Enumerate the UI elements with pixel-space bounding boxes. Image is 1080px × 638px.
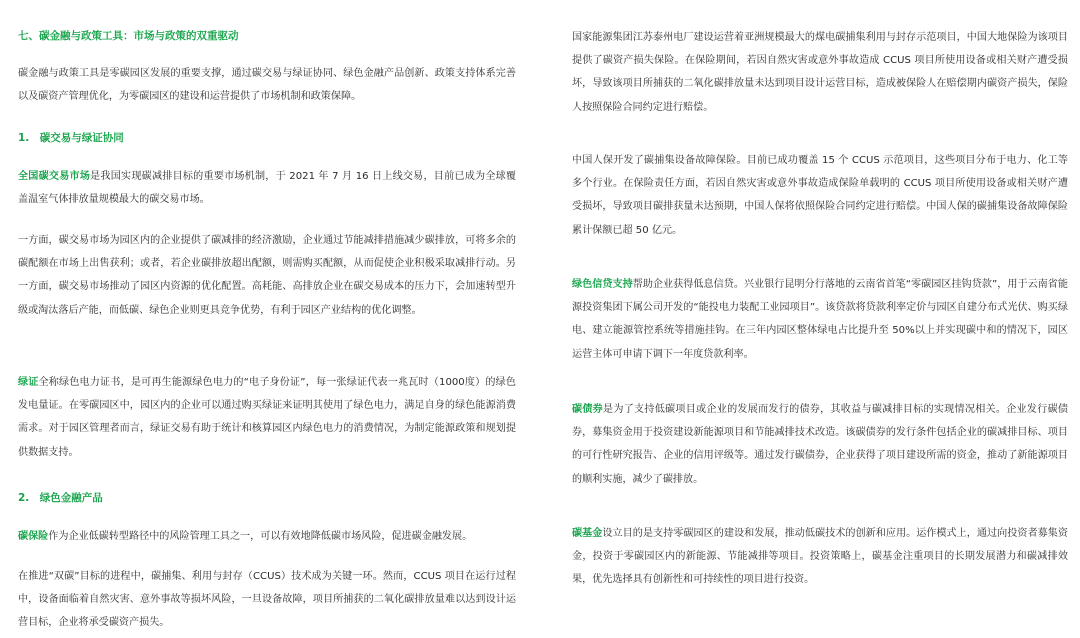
paragraph-green-credit: 绿色信贷支持帮助企业获得低息信贷。兴业银行昆明分行落地的云南省首笔“零碳园区挂钩贷款”，用于云南省能源投资集团下属公司开发的“能投电力装配工业园项目”。该贷款将贷款利率定价与园区自建分布式光伏、购买绿电、建立能源管控系统等措施挂钩。在三年内园区整体绿电占比提升至 50%以上并实现碳中和的情况下，园区运营主体可申请下调下一年度贷款利率。: [572, 279, 1069, 360]
highlight-carbon-market: 全国碳交易市场: [18, 171, 91, 182]
paragraph-carbon-market: 全国碳交易市场是我国实现碳减排目标的重要市场机制，于 2021 年 7 月 16 日上线交易，目前已成为全球覆盖温室气体排放量规模最大的碳交易市场。: [18, 171, 516, 206]
highlight-green-certificate: 绿证: [18, 377, 39, 388]
highlight-carbon-fund: 碳基金: [572, 528, 603, 539]
paragraph-taizhou-project: 国家能源集团江苏泰州电厂建设运营着亚洲规模最大的煤电碳捕集利用与封存示范项目，中国大地保险为该项目提供了碳资产损失保险。在保险期间，若因自然灾害或意外事故造成 CCUS 项目所使用设备或相关财产遭受损坏，导致该项目所捕获的二氧化碳排放量未达到项目设计运营目标，造成被保险人在赔偿期内碳资产损失，保险人按照保险合同约定进行赔偿。: [572, 32, 1068, 113]
paragraph-market-effect: 一方面，碳交易市场为园区内的企业提供了碳减排的经济激励，企业通过节能减排措施减少碳排放，可将多余的碳配额在市场上出售获利；或者，若企业碳排放超出配额，则需购买配额，从而促使企业积极采取减排行动。另一方面，碳交易市场推动了园区内资源的优化配置。高耗能、高排放企业在碳交易成本的压力下，会加速转型升级或淘汰落后产能，而低碳、绿色企业则更具竞争优势，有利于园区产业结构的优化调整。: [18, 235, 516, 316]
subsection-title-green-finance: 2. 绿色金融产品: [18, 492, 103, 504]
paragraph-green-certificate: 绿证全称绿色电力证书，是可再生能源绿色电力的“电子身份证”，每一张绿证代表一兆瓦时（1000度）的绿色发电量证。在零碳园区中，园区内的企业可以通过购买绿证来证明其使用了绿色电力，满足自身的绿色能源消费需求。对于园区管理者而言，绿证交易有助于统计和核算园区内绿色电力的消费情况，为制定能源政策和规划提供数据支持。: [18, 377, 516, 458]
paragraph-carbon-bond: 碳债券是为了支持低碳项目或企业的发展而发行的债券，其收益与碳减排目标的实现情况相关。企业发行碳债券，募集资金用于投资建设新能源项目和节能减排技术改造。该碳债券的发行条件包括企业的碳减排目标、项目的可行性研究报告、企业的信用评级等。通过发行碳债券，企业获得了项目建设所需的资金，推动了新能源项目的顺利实施，减少了碳排放。: [572, 404, 1068, 485]
subsection-title-carbon-trading: 1. 碳交易与绿证协同: [18, 132, 124, 144]
highlight-carbon-bond: 碳债券: [572, 404, 604, 415]
highlight-carbon-insurance: 碳保险: [18, 531, 49, 542]
paragraph-picc-insurance: 中国人保开发了碳捕集设备故障保险。目前已成功覆盖 15 个 CCUS 示范项目，这些项目分布于电力、化工等多个行业。在保险责任方面，若因自然灾害或意外事故造成保险单载明的 CCUS 项目所使用设备或相关财产遭受损坏，导致项目碳排获量未达预期，中国人保将依照保险合同约定进行赔偿。中国人保的碳捕集设备故障保险累计保额已超 50 亿元。: [572, 155, 1068, 236]
paragraph-ccus: 在推进“双碳”目标的进程中，碳捕集、利用与封存（CCUS）技术成为关键一环。然而，CCUS 项目在运行过程中，设备面临着自然灾害、意外事故等损坏风险，一旦设备故障，项目所捕获的二氧化碳排放量难以达到设计运营目标，企业将承受碳资产损失。: [18, 571, 516, 629]
paragraph-carbon-insurance: 碳保险作为企业低碳转型路径中的风险管理工具之一，可以有效地降低碳市场风险，促进碳金融发展。: [18, 531, 473, 542]
highlight-green-credit: 绿色信贷支持: [572, 279, 633, 290]
intro-paragraph: 碳金融与政策工具是零碳园区发展的重要支撑，通过碳交易与绿证协同、绿色金融产品创新、政策支持体系完善以及碳资产管理优化，为零碳园区的建设和运营提供了市场机制和政策保障。: [18, 68, 516, 103]
paragraph-carbon-fund: 碳基金设立目的是支持零碳园区的建设和发展，推动低碳技术的创新和应用。运作模式上，通过向投资者募集资金，投资于零碳园区内的新能源、节能减排等项目。投资策略上，碳基金注重项目的长期发展潜力和碳减排效果，优先选择具有创新性和可持续性的项目进行投资。: [572, 528, 1069, 586]
section-title: 七、碳金融与政策工具：市场与政策的双重驱动: [18, 30, 239, 42]
